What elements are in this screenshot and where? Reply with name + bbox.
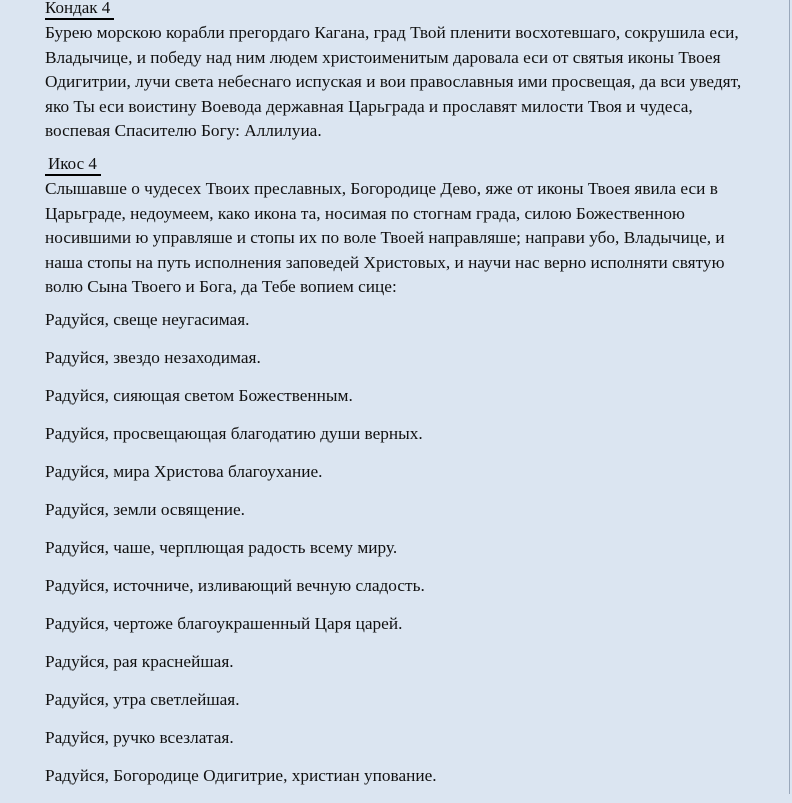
rejoice-line: Радуйся, Богородице Одигитрие, христиан упование.: [45, 765, 437, 785]
rejoice-line: Радуйся, чаше, черплющая радость всему миру.: [45, 537, 398, 557]
rejoice-line: Радуйся, свеще неугасимая.: [45, 309, 250, 329]
rejoice-line: Радуйся, источниче, изливающий вечную сладость.: [45, 575, 425, 595]
rejoice-line: Радуйся, звездо незаходимая.: [45, 347, 261, 367]
page-edge-divider: [789, 0, 790, 794]
rejoice-line: Радуйся, сияющая светом Божественным.: [45, 385, 353, 405]
ikos-text: Слышавше о чудесех Твоих преславных, Богородице Дево, яже от иконы Твоея явила еси в Царьграде, недоумеем, како икона та, носимая по стогнам града, силою Божественною носившими ю управляше и стопы их по воле Твоей направляше; направи убо, Владычице, и наша стопы на путь исполнения заповедей Христовых, и научи нас верно исполняти святую волю Сына Твоего и Бога, да Тебе вопием сице:: [45, 178, 725, 297]
kondak-text: Бурею морскою корабли прегордаго Кагана, град Твой пленити восхотевшаго, сокрушила еси, Владычице, и победу над ним людем христоименитым даровала еси от святыя иконы Твоея Одигитрии, лучи света небеснаго испуская и вои православныя ими просвещая, да вси уведят, яко Ты еси воистину Воевода державная Царьграда и прославят милости Твоя и чудеса, воспевая Спасителю Богу: Аллилуиа.: [45, 23, 742, 141]
rejoice-line: Радуйся, земли освящение.: [45, 499, 245, 519]
kondak-heading: Кондак 4: [45, 0, 114, 20]
rejoice-line: Радуйся, утра светлейшая.: [45, 689, 240, 709]
rejoice-list: [45, 309, 760, 803]
document-page: [45, 0, 760, 803]
ikos-heading: Икос 4: [45, 154, 101, 176]
rejoice-line: Радуйся, чертоже благоукрашенный Царя царей.: [45, 613, 403, 633]
rejoice-line: Радуйся, ручко всезлатая.: [45, 727, 234, 747]
rejoice-line: Радуйся, просвещающая благодатию души верных.: [45, 423, 423, 443]
rejoice-line: Радуйся, мира Христова благоухание.: [45, 461, 323, 481]
rejoice-line: Радуйся, рая краснейшая.: [45, 651, 234, 671]
